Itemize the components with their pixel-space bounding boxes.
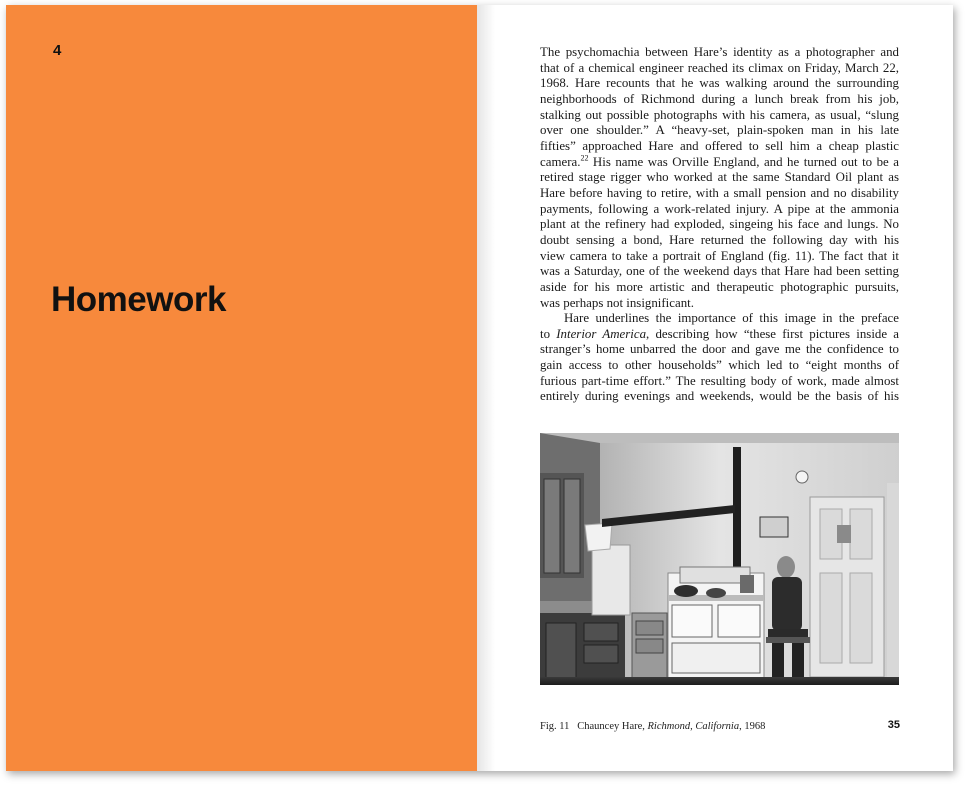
text-line: retired stage rigger who worked at the same Standard Oil plant as	[540, 170, 899, 185]
text-line: plant at the refinery had exploded, singeing his face and lungs. No	[540, 217, 899, 232]
text-fragment: His name was Orville England, and he turned out to be a	[588, 154, 899, 169]
text-line: Hare underlines the importance of this image in the preface	[564, 311, 899, 326]
chapter-number: 4	[53, 42, 62, 59]
book-title: Interior America	[556, 326, 647, 341]
text-line: fifties” approached Hare and offered to sell him a cheap plastic	[540, 138, 899, 153]
text-line: neighborhoods of Richmond during a lunch break from his job,	[540, 91, 899, 106]
text-line: was perhaps not insignificant.	[540, 295, 694, 310]
body-text	[540, 45, 899, 405]
text-line: Hare before having to retire, with a small pension and no disability	[540, 185, 899, 200]
caption-year: , 1968	[739, 721, 766, 732]
text-line: entirely during evenings and weekends, would be the basis of his	[540, 389, 899, 404]
book-spread	[6, 5, 953, 771]
figure-label: Fig. 11	[540, 721, 570, 732]
figure-caption	[540, 721, 765, 732]
text-fragment: , describing how “these first pictures inside a	[646, 326, 900, 341]
text-line: view camera to take a portrait of England (fig. 11). The fact that it	[540, 248, 899, 263]
text-line: 1968. Hare recounts that he was walking around the surrounding	[540, 76, 899, 91]
chapter-title: Homework	[51, 280, 226, 319]
text-line	[540, 327, 899, 343]
text-line	[540, 155, 899, 171]
text-line: over one shoulder.” A “heavy-set, plain-spoken man in his late	[540, 123, 899, 138]
text-line: gain access to other households” which led to “eight months of	[540, 358, 899, 373]
footnote-reference: 22	[580, 153, 589, 163]
page-number: 35	[887, 719, 900, 731]
caption-title: Richmond, California	[647, 721, 740, 732]
text-fragment: to	[540, 326, 557, 341]
text-line: stalking out possible photographs with his camera, as usual, “slung	[540, 107, 899, 122]
text-line: payments, following a work-related injury. A pipe at the ammonia	[540, 201, 899, 216]
text-line: doubt sensing a bond, Hare returned the following day with his	[540, 232, 899, 247]
text-line: The psychomachia between Hare’s identity as a photographer and	[540, 45, 899, 59]
text-line: aside for his more artistic and therapeutic photographic pursuits,	[540, 279, 899, 294]
text-fragment: camera.	[540, 154, 581, 169]
text-line: that of a chemical engineer reached its climax on Friday, March 22,	[540, 60, 899, 75]
text-line: stranger’s home unbarred the door and gave me the confidence to	[540, 342, 899, 357]
kitchen-portrait-photo	[540, 433, 899, 685]
caption-photographer: Chauncey Hare,	[577, 721, 648, 732]
right-page	[477, 5, 953, 771]
left-page	[6, 5, 477, 771]
text-line: was a Saturday, one of the weekend days that Hare had been setting	[540, 264, 899, 279]
text-line: furious part-time effort.” The resulting body of work, made almost	[540, 373, 899, 388]
